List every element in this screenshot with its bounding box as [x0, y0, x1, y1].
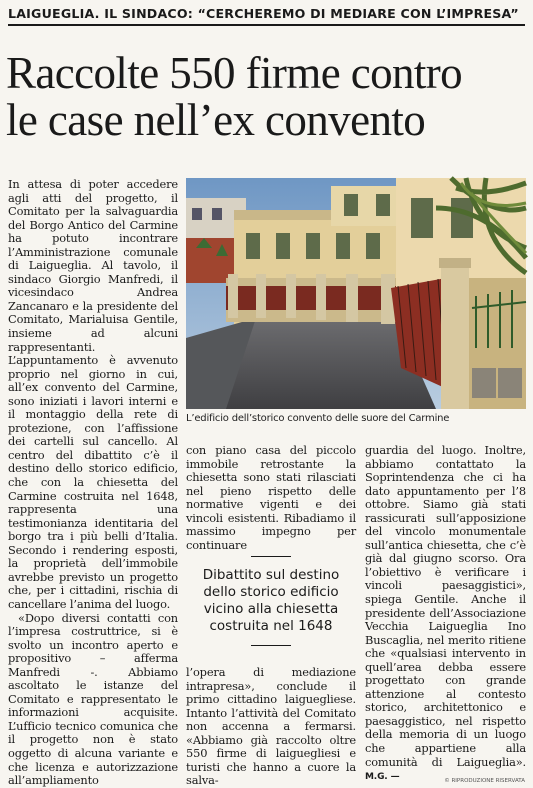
divider [251, 645, 291, 646]
photo-caption: L’edificio dell’storico convento delle suore del Carmine [186, 413, 450, 424]
copyright-notice: © RIPRODUZIONE RISERVATA [444, 778, 525, 784]
headline-line-2: le case nell’ex convento [6, 95, 426, 145]
pull-quote [186, 556, 356, 660]
kicker: LAIGUEGLIA. IL SINDACO: “CERCHEREMO DI MEDIARE CON L’IMPRESA” [8, 6, 525, 26]
headline [6, 50, 526, 144]
divider [251, 556, 291, 557]
headline-line-1: Raccolte 550 firme contro [6, 48, 463, 98]
article-column-1 [8, 177, 178, 788]
author-signature: M.G. — [365, 772, 400, 783]
paragraph: In attesa di poter accedere agli atti del progetto, il Comitato per la salvaguardia del Borgo Antico del Carmine ha potuto incontrare l’Amministrazione comunale di Laigueglia. Al tavolo, il sindaco Giorgio Manfredi, il vicesindaco Andrea Zancanaro e la presidente del Comitato, Marialuisa Gentile, insieme ad alcuni rappresentanti. L’appuntamento è avvenuto proprio nel giorno in cui, all’ex convento del Carmine, sono iniziati i lavori interni e il montaggio della rete di protezione, con l’affissione dei cartelli sul cancello. Al centro del dibattito c’è il destino dello storico edificio, che con la chiesetta del Carmine costruita nel 1648, rappresenta una testimonianza identitaria del borgo tra i più belli d’Italia. Secondo i rendering esposti, la proprietà dell’immobile avrebbe previsto un progetto che, per i cittadini, rischia di cancellare l’anima del luogo. [8, 177, 178, 611]
paragraph: «Dopo diversi contatti con l’impresa costruttrice, si è svolto un incontro aperto e propositivo – afferma Manfredi -. Abbiamo ascoltato le istanze del Comitato e rappresentato le informazioni acquisite. L’ufficio tecnico comunica che il progetto non è stato oggetto di alcuna variante e che licenza e autorizzazione all’ampliamento [8, 610, 178, 788]
paragraph: con piano casa del piccolo immobile retrostante la chiesetta sono stati rilasciati nel pieno rispetto delle normative vigenti e dei vincoli esistenti. Ribadiamo il massimo impegno per continuare [186, 443, 356, 552]
pull-quote-text: Dibattito sul destino dello storico edificio vicino alla chiesetta costruita nel 1648 [202, 567, 340, 634]
article-photo [186, 178, 526, 409]
article-column-2-bottom [186, 665, 356, 788]
paragraph-text: guardia del luogo. Inoltre, abbiamo contattato la Soprintendenza che ci ha dato appuntamento per l’8 ottobre. Siamo già stati rassicurati sull’apposizione del vincolo monumentale sull’antica chiesetta, che c’è già dal giugno scorso. Ora l’obiettivo è verificare i vincoli paesaggistici», spiega Gentile. Anche il presidente dell’Associazione Vecchia Laigueglia Ino Buscaglia, nel merito ritiene che «qualsiasi intervento in quell’area debba essere progettato con grande attenzione al contesto storico, architettonico e paesaggistico, nel rispetto della memoria di un luogo che appartiene alla comunità di Laigueglia». [365, 443, 526, 769]
paragraph [365, 444, 526, 785]
paragraph: l’opera di mediazione intrapresa», conclude il primo cittadino laiguegliese. Intanto l’attività del Comitato non accenna a fermarsi. «Abbiamo già raccolto oltre 550 firme di laiguegliesi e turisti che hanno a cuore la salva- [186, 665, 356, 788]
article-column-2-top [186, 444, 356, 554]
